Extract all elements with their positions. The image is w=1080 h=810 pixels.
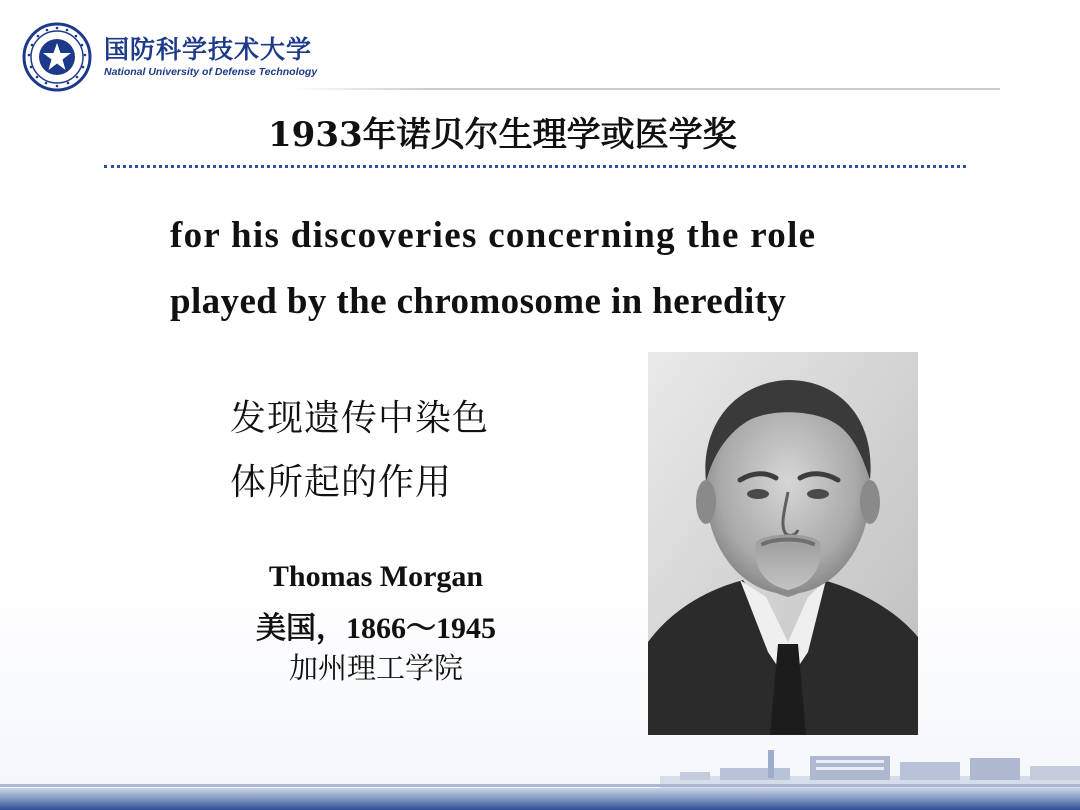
description-cn-line-2: 体所起的作用: [230, 462, 453, 503]
university-name-en: National University of Defense Technology: [104, 66, 318, 78]
description-cn-line-1: 发现遗传中染色: [230, 398, 490, 439]
citation-line-1: for his discoveries concerning the role: [170, 215, 817, 256]
footer-divider: [0, 784, 1080, 787]
laureate-nationality-years: 美国，1866～1945: [256, 612, 496, 645]
university-name-cn: 国防科学技术大学: [104, 35, 313, 64]
citation-line-2: played by the chromosome in heredity: [170, 281, 787, 322]
title-dotted-divider: [104, 165, 966, 168]
nudt-emblem-icon: [22, 22, 92, 92]
laureate-portrait-image: [648, 352, 918, 735]
laureate-institution: 加州理工学院: [288, 651, 463, 685]
laureate-name: Thomas Morgan: [268, 560, 484, 593]
footer-bar: [0, 788, 1080, 810]
header-divider: [290, 88, 1000, 90]
slide-title: 1933年诺贝尔生理学或医学奖: [268, 115, 737, 155]
